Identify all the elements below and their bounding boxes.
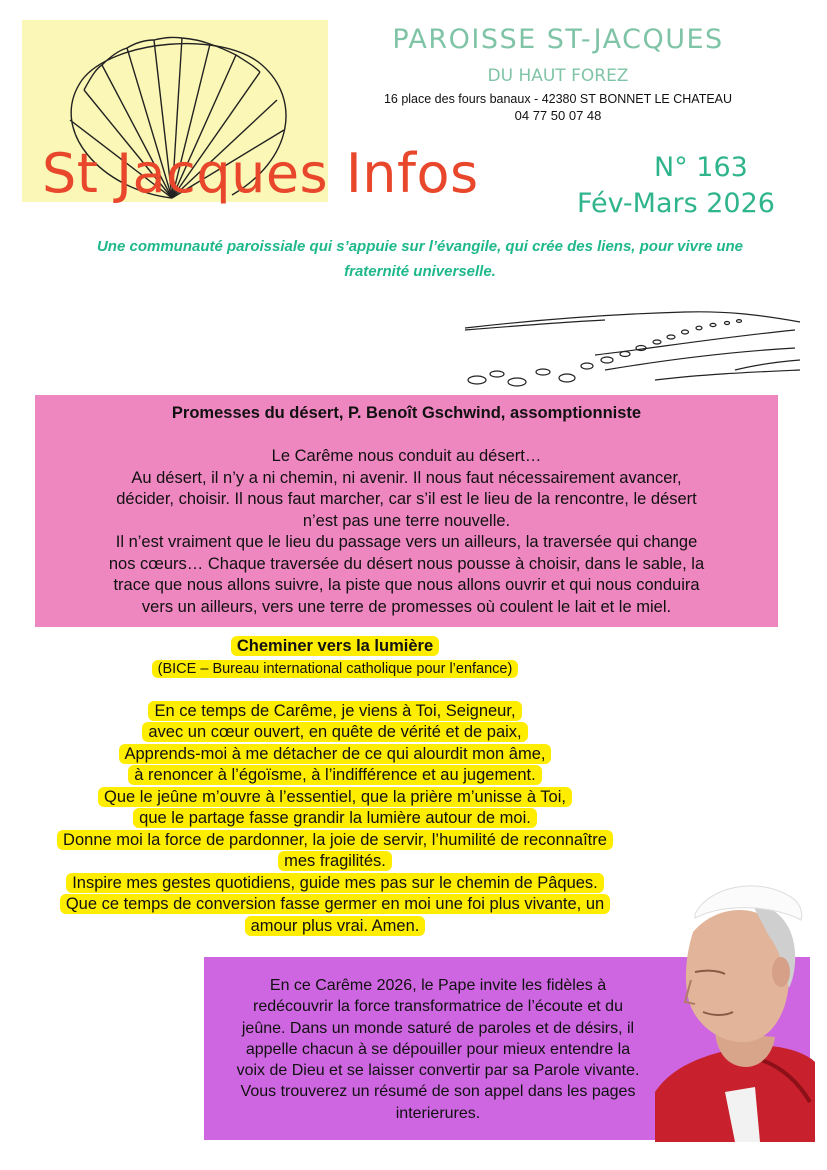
pope-note-line: interierures. bbox=[395, 1104, 481, 1122]
prayer-line: avec un cœur ouvert, en quête de vérité et de paix, bbox=[142, 722, 527, 742]
pope-note-line: jeûne. Dans un monde saturé de paroles et de désirs, il bbox=[241, 1019, 635, 1037]
pope-photo bbox=[655, 862, 815, 1142]
prayer-line: Inspire mes gestes quotidiens, guide mes pas sur le chemin de Pâques. bbox=[66, 873, 604, 893]
parish-name: PAROISSE ST-JACQUES bbox=[392, 24, 724, 55]
tagline-line-1: Une communauté paroissiale qui s’appuie sur l’évangile, qui crée des liens, pour vivre une bbox=[96, 238, 744, 255]
desert-article-line: vers un ailleurs, vers une terre de promesses où coulent le lait et le miel. bbox=[141, 597, 672, 616]
masthead-title: St Jacques Infos bbox=[42, 142, 479, 205]
tagline bbox=[70, 234, 770, 284]
prayer-line: Apprends-moi à me détacher de ce qui alourdit mon âme, bbox=[119, 744, 552, 764]
desert-article-body bbox=[40, 446, 773, 618]
issue-date: Fév-Mars 2026 bbox=[577, 188, 775, 219]
pope-note-line: Vous trouverez un résumé de son appel dans les pages bbox=[240, 1083, 636, 1101]
prayer-line: mes fragilités. bbox=[278, 851, 392, 871]
prayer-line: Que ce temps de conversion fasse germer en moi une foi plus vivante, un bbox=[60, 894, 610, 914]
desert-footprints-illustration bbox=[455, 300, 805, 390]
desert-article-line: Il n’est vraiment que le lieu du passage vers un ailleurs, la traversée qui change bbox=[115, 533, 698, 551]
parish-phone: 04 77 50 07 48 bbox=[514, 108, 602, 123]
desert-article-line: Le Carême nous conduit au désert… bbox=[271, 447, 542, 465]
desert-article-line: n’est pas une terre nouvelle. bbox=[302, 511, 511, 530]
prayer-line: à renoncer à l’égoïsme, à l’indifférence et au jugement. bbox=[128, 765, 541, 785]
tagline-line-2: fraternité universelle. bbox=[344, 263, 496, 280]
pope-note-body bbox=[212, 975, 664, 1124]
pope-note-line: redécouvrir la force transformatrice de l’écoute et du bbox=[253, 998, 623, 1016]
desert-article-line: trace que nous allons suivre, la piste que nous allons ouvrir et qui nous conduira bbox=[113, 576, 700, 594]
prayer-line: que le partage fasse grandir la lumière autour de moi. bbox=[133, 808, 537, 828]
prayer-line: amour plus vrai. Amen. bbox=[245, 916, 426, 936]
prayer-line: Que le jeûne m’ouvre à l’essentiel, que la prière m’unisse à Toi, bbox=[98, 787, 572, 807]
desert-article-title: Promesses du désert, P. Benoît Gschwind, assomptionniste bbox=[171, 404, 642, 422]
desert-article-line: Au désert, il n’y a ni chemin, ni avenir. Il nous faut nécessairement avancer, bbox=[131, 468, 682, 487]
parish-subtitle: DU HAUT FOREZ bbox=[487, 66, 629, 86]
prayer-title: Cheminer vers la lumière bbox=[231, 636, 439, 656]
prayer-source: (BICE – Bureau international catholique pour l’enfance) bbox=[152, 660, 519, 678]
desert-article-line: décider, choisir. Il nous faut marcher, car s’il est le lieu de la rencontre, le désert bbox=[116, 490, 697, 508]
desert-article-line: nos cœurs… Chaque traversée du désert nous pousse à choisir, dans le sable, la bbox=[108, 554, 705, 573]
parish-address: 16 place des fours banaux - 42380 ST BONNET LE CHATEAU bbox=[383, 92, 733, 106]
prayer-block bbox=[20, 636, 650, 937]
pope-note-line: En ce Carême 2026, le Pape invite les fidèles à bbox=[269, 977, 607, 994]
prayer-line: Donne moi la force de pardonner, la joie de servir, l’humilité de reconnaître bbox=[57, 830, 613, 850]
pope-note-line: voix de Dieu et se laisser convertir par sa Parole vivante. bbox=[236, 1062, 640, 1080]
prayer-line: En ce temps de Carême, je viens à Toi, Seigneur, bbox=[148, 701, 521, 721]
pope-note-line: appelle chacun à se dépouiller pour mieux entendre la bbox=[245, 1040, 631, 1058]
issue-number: N° 163 bbox=[654, 152, 748, 183]
